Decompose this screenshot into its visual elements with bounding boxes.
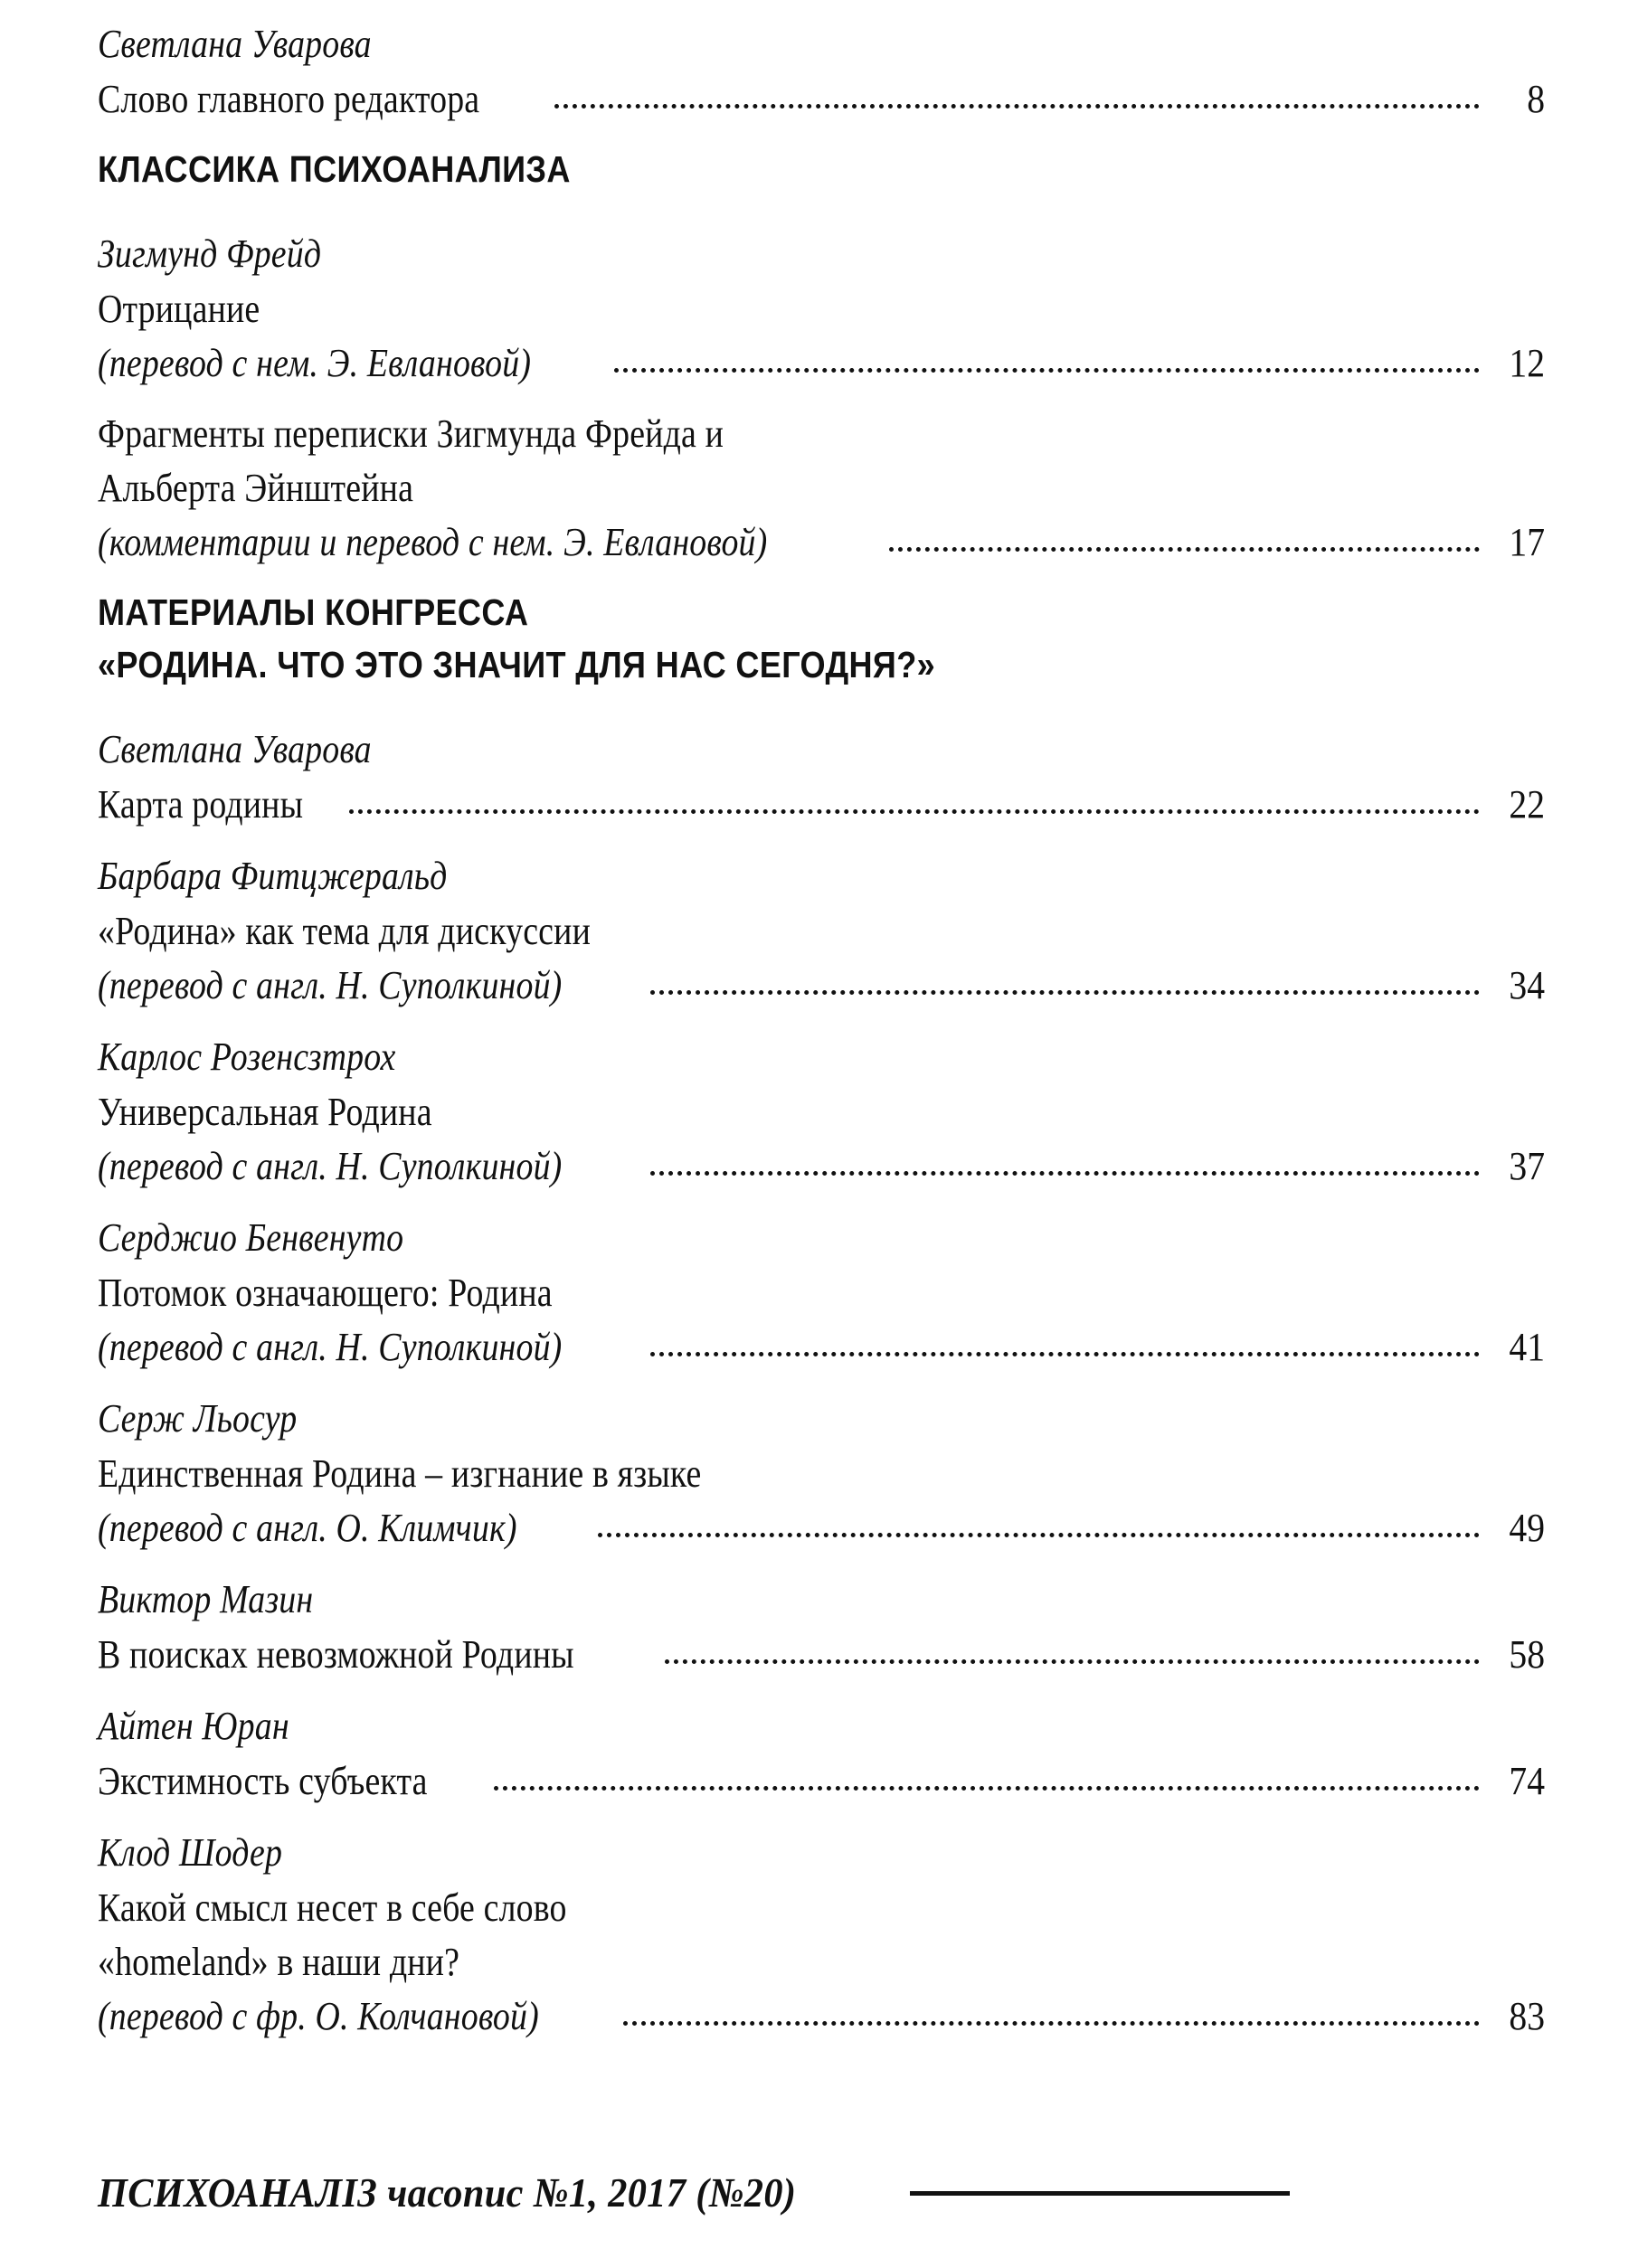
- toc-entry-title-line[interactable]: [98, 336, 1545, 391]
- toc-entry-translator: (перевод с нем. Э. Евлановой): [98, 341, 532, 385]
- dot-leader: [650, 1346, 1480, 1360]
- spacer: [98, 127, 1545, 143]
- spacer: [98, 1809, 1545, 1825]
- toc-entry-title: Карта родины: [98, 782, 304, 827]
- toc-entry-title-line[interactable]: [98, 959, 1545, 1013]
- toc-entry-page-number: 37: [1509, 1144, 1545, 1188]
- toc-entry[interactable]: [98, 1210, 1545, 1391]
- toc-entry-title: В поисках невозможной Родины: [98, 1632, 574, 1677]
- toc-entry-author-line: [98, 16, 1545, 72]
- toc-section-heading: [98, 143, 1545, 226]
- toc-entry-title-line[interactable]: [98, 1935, 1545, 1989]
- spacer: [98, 391, 1545, 407]
- toc-entry-page-number: 17: [1509, 520, 1545, 564]
- toc-entry[interactable]: [98, 1391, 1545, 1572]
- toc-entry[interactable]: [98, 722, 1545, 848]
- toc-entry[interactable]: [98, 226, 1545, 407]
- toc-entry-title: Универсальная Родина: [98, 1090, 432, 1134]
- spacer: [98, 1682, 1545, 1698]
- toc-entry-title-line[interactable]: [98, 1881, 1545, 1935]
- toc-entry-title-line[interactable]: [98, 1085, 1545, 1139]
- toc-entry-title-line[interactable]: [98, 407, 1545, 461]
- toc-entry[interactable]: [98, 1029, 1545, 1210]
- toc-entry-author-line: [98, 1698, 1545, 1754]
- spacer: [98, 570, 1545, 586]
- toc-entry-author-line: [98, 1572, 1545, 1628]
- toc-entry-title: Единственная Родина – изгнание в языке: [98, 1451, 702, 1496]
- toc-entry-author: Виктор Мазин: [98, 1577, 314, 1621]
- toc-entry-author: Клод Шодер: [98, 1830, 283, 1875]
- toc-entry-title-line[interactable]: [98, 1320, 1545, 1375]
- spacer: [98, 1555, 1545, 1572]
- toc-entry-title-line[interactable]: [98, 1266, 1545, 1320]
- toc-section-heading: [98, 586, 1545, 722]
- toc-entry-title-line[interactable]: [98, 904, 1545, 959]
- dot-leader: [650, 984, 1480, 998]
- toc-entry-author: Серж Льосур: [98, 1396, 298, 1441]
- dot-leader: [665, 1653, 1480, 1668]
- toc-entry-title: Экстимность субъекта: [98, 1759, 428, 1803]
- toc-entry[interactable]: [98, 407, 1545, 586]
- toc-entry-title: Альберта Эйнштейна: [98, 466, 414, 510]
- toc-entry-translator: (перевод с англ. Н. Суполкиной): [98, 963, 563, 1007]
- toc-entry-page-number: 22: [1509, 782, 1545, 827]
- spacer: [98, 691, 1545, 722]
- page-footer: [98, 2169, 1554, 2217]
- toc-entry-page-number: 12: [1509, 341, 1545, 385]
- section-heading-line: МАТЕРИАЛЫ КОНГРЕССА: [98, 591, 529, 633]
- toc-entry-author-line: [98, 848, 1545, 904]
- section-heading-line: КЛАССИКА ПСИХОАНАЛИЗА: [98, 148, 571, 190]
- toc-entry-translator: (перевод с фр. О. Колчановой): [98, 1994, 539, 2038]
- dot-leader: [598, 1526, 1480, 1541]
- toc-entry-title: Слово главного редактора: [98, 77, 480, 121]
- toc-entry-title: Какой смысл несет в себе слово: [98, 1885, 567, 1930]
- toc-entry-title-line[interactable]: [98, 1989, 1545, 2044]
- toc-entry-author-line: [98, 1825, 1545, 1881]
- toc-entry-title-line[interactable]: [98, 1628, 1545, 1682]
- dot-leader: [623, 2015, 1480, 2029]
- toc-entry-translator: (перевод с англ. Н. Суполкиной): [98, 1144, 563, 1188]
- toc-entry-author: Светлана Уварова: [98, 727, 372, 771]
- toc-entry[interactable]: [98, 1825, 1545, 2060]
- toc-entry-translator: (перевод с англ. Н. Суполкиной): [98, 1325, 563, 1369]
- toc-entry-title-line[interactable]: [98, 1754, 1545, 1809]
- toc-entry[interactable]: [98, 1698, 1545, 1825]
- toc-entry-title-line[interactable]: [98, 282, 1545, 336]
- section-heading-line: «РОДИНА. ЧТО ЭТО ЗНАЧИТ ДЛЯ НАС СЕГОДНЯ?»: [98, 644, 936, 685]
- toc-entry-author-line: [98, 226, 1545, 282]
- footer-journal-title: ПСИХОАНАЛІЗ часопис №1, 2017 (№20): [98, 2169, 797, 2216]
- toc-entry-page-number: 83: [1509, 1994, 1545, 2038]
- toc-entry-title-line[interactable]: [98, 461, 1545, 515]
- toc-entry-title: Потомок означающего: Родина: [98, 1271, 553, 1315]
- spacer: [98, 2044, 1545, 2060]
- toc-entry-title: Отрицание: [98, 287, 260, 331]
- toc-entry-page-number: 58: [1509, 1632, 1545, 1677]
- toc-entry-title-line[interactable]: [98, 1139, 1545, 1194]
- toc-entry-author: Барбара Фитцжеральд: [98, 854, 448, 898]
- dot-leader: [614, 362, 1480, 376]
- dot-leader: [349, 803, 1480, 817]
- dot-leader: [554, 98, 1480, 112]
- toc-entry-page-number: 49: [1509, 1506, 1545, 1550]
- dot-leader: [650, 1165, 1480, 1179]
- toc-entry-author-line: [98, 722, 1545, 778]
- toc-entry-page-number: 41: [1509, 1325, 1545, 1369]
- toc-entry-translator: (комментарии и перевод с нем. Э. Евлановой): [98, 520, 768, 564]
- dot-leader: [494, 1780, 1480, 1794]
- toc-entry-author: Светлана Уварова: [98, 22, 372, 66]
- toc-entry[interactable]: [98, 16, 1545, 143]
- toc-entry-title-line[interactable]: [98, 778, 1545, 832]
- toc-entry-page-number: 34: [1509, 963, 1545, 1007]
- toc-entry-author: Айтен Юран: [98, 1704, 289, 1748]
- toc-entry-author: Зигмунд Фрейд: [98, 232, 322, 276]
- toc-entry-author-line: [98, 1029, 1545, 1085]
- toc-entry-author: Карлос Розенсзтрох: [98, 1035, 396, 1079]
- toc-entry-title-line[interactable]: [98, 515, 1545, 570]
- toc-entry-author-line: [98, 1391, 1545, 1447]
- spacer: [98, 1375, 1545, 1391]
- footer-rule: [910, 2191, 1290, 2196]
- table-of-contents: [98, 16, 1545, 2060]
- toc-entry-title-line[interactable]: [98, 1447, 1545, 1501]
- toc-entry[interactable]: [98, 1572, 1545, 1698]
- toc-entry-author: Серджио Бенвенуто: [98, 1215, 404, 1260]
- toc-entry-title: Фрагменты переписки Зигмунда Фрейда и: [98, 411, 724, 456]
- spacer: [98, 1013, 1545, 1029]
- spacer: [98, 832, 1545, 848]
- toc-entry-title: «homeland» в наши дни?: [98, 1940, 460, 1984]
- toc-entry-title-line[interactable]: [98, 1501, 1545, 1555]
- dot-leader: [889, 541, 1480, 555]
- spacer: [98, 1194, 1545, 1210]
- toc-entry-page-number: 74: [1509, 1759, 1545, 1803]
- toc-entry[interactable]: [98, 848, 1545, 1029]
- spacer: [98, 195, 1545, 226]
- toc-entry-page-number: 8: [1527, 77, 1545, 121]
- toc-entry-title: «Родина» как тема для дискуссии: [98, 909, 591, 953]
- toc-entry-translator: (перевод с англ. О. Климчик): [98, 1506, 517, 1550]
- toc-entry-author-line: [98, 1210, 1545, 1266]
- toc-entry-title-line[interactable]: [98, 72, 1545, 127]
